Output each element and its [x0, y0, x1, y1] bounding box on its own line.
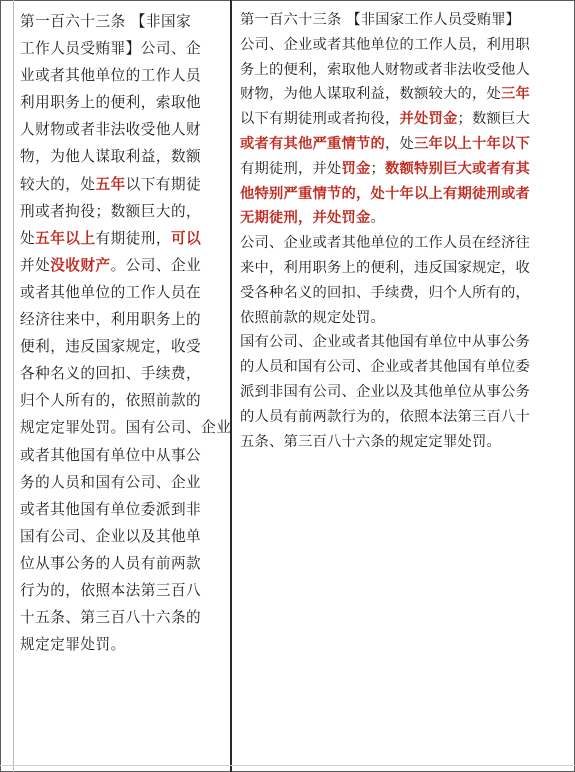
right-text-line [240, 231, 568, 256]
text-segment: 务上的便利，索取他人财物或者非法收受他人 [240, 61, 530, 78]
text-segment: 。公司、企业 [110, 256, 202, 274]
left-text-line [20, 198, 225, 225]
right-text-line [240, 107, 568, 132]
text-segment: 公司、企业或者其他单位的工作人员，利用职 [240, 36, 530, 53]
highlighted-text: 他特别严重情节的，处十年以上有期徒刑或者 [240, 185, 530, 202]
left-text-line [20, 89, 225, 116]
left-text-line [20, 8, 225, 35]
text-segment: 有期徒刑，并处 [240, 160, 342, 177]
highlighted-text: 可以 [170, 229, 202, 247]
right-text-line [240, 8, 568, 33]
text-segment: 有期徒刑， [95, 229, 171, 247]
right-text-line [240, 58, 568, 83]
highlighted-text: 或者有其他严重情节的 [240, 135, 385, 152]
right-text-line [240, 256, 568, 281]
left-text-line [20, 442, 225, 469]
text-segment: 来中，利用职务上的便利，违反国家规定，收 [240, 259, 530, 276]
text-segment: 的人员和国有公司、企业或者其他国有单位委 [240, 359, 530, 376]
highlighted-text: 没收财产 [50, 256, 111, 274]
right-text-line [240, 306, 568, 331]
left-margin-rule [13, 0, 14, 772]
text-segment: ；数额巨大 [457, 111, 530, 128]
right-paragraph [240, 330, 568, 454]
text-segment: 五条、第三百八十六条的规定定罪处罚。 [240, 433, 501, 450]
text-segment: 或者其他国有单位委派到非 [20, 500, 202, 518]
text-segment: 以下有期徒 [125, 175, 202, 193]
right-text-line [240, 281, 568, 306]
left-text-line [20, 360, 225, 387]
right-text-line [240, 82, 568, 107]
left-text-line [20, 523, 225, 550]
text-segment: 并处 [20, 256, 51, 274]
text-segment: 处 [20, 229, 36, 247]
text-segment: ； [370, 160, 385, 177]
highlighted-text: 三年 [500, 86, 530, 103]
bottom-rule [0, 765, 575, 766]
text-segment: 第一百六十三条 【非国家工作人员受贿罪】 [240, 12, 521, 28]
column-divider [230, 0, 232, 772]
highlighted-text: 五年以上 [35, 229, 96, 247]
text-segment: 第一百六十三条 【非国家 [20, 13, 192, 30]
highlighted-text: 并处罚金 [399, 111, 458, 128]
right-text-line [240, 157, 568, 182]
text-segment: 物，为他人谋取利益，数额 [20, 148, 202, 166]
right-column-cell [240, 0, 568, 454]
text-segment: 较大的，处 [20, 175, 96, 193]
text-segment: 便利，违反国家规定，收受 [20, 338, 202, 356]
right-text-line [240, 380, 568, 405]
text-segment: 财物，为他人谋取利益，数额较大的，处 [240, 86, 501, 103]
text-segment: 公司、企业或者其他单位的工作人员在经济往 [240, 235, 530, 252]
text-segment: 派到非国有公司、企业以及其他单位从事公务 [240, 383, 530, 400]
left-text-line [20, 414, 232, 441]
text-segment: 规定定罪处罚。国有公司、企业 [20, 419, 232, 437]
text-segment: 归个人所有的，依照前款的 [20, 392, 202, 410]
right-text-line [240, 355, 568, 380]
left-text-line [20, 604, 225, 631]
text-segment: ，处 [384, 135, 414, 152]
highlighted-text: 罚金 [341, 160, 371, 177]
right-text-line [240, 430, 568, 455]
left-text-line [20, 387, 225, 414]
left-text-line [20, 171, 225, 198]
text-segment: 或者其他单位的工作人员在 [20, 283, 202, 301]
left-text-line [20, 225, 225, 252]
text-segment: 行为的，依照本法第三百八 [20, 581, 202, 599]
right-text-line [240, 132, 568, 157]
left-text-line [20, 252, 225, 279]
text-segment: 依照前款的规定处罚。 [240, 309, 385, 326]
left-text-line [20, 35, 225, 62]
right-text-line [240, 405, 568, 430]
text-segment: 受各种名义的回扣、手续费，归个人所有的， [240, 284, 530, 301]
left-text-line [20, 306, 225, 333]
text-segment: 以下有期徒刑或者拘役， [240, 111, 400, 128]
text-segment: 刑或者拘役；数额巨大的， [20, 202, 202, 220]
left-column-cell [20, 0, 232, 658]
right-text-line [240, 330, 568, 355]
right-text-line [240, 206, 568, 231]
text-segment: 利用职务上的便利，索取他 [20, 94, 202, 112]
text-segment: 经济往来中，利用职务上的 [20, 311, 202, 329]
text-segment: 人财物或者非法收受他人财 [20, 121, 202, 139]
text-segment: 各种名义的回扣、手续费， [20, 365, 202, 383]
text-segment: 位从事公务的人员有前两款 [20, 554, 202, 572]
left-text-line [20, 333, 225, 360]
right-paragraph [240, 231, 568, 330]
left-text-line [20, 496, 225, 523]
left-text-line [20, 279, 225, 306]
left-text-line [20, 469, 225, 496]
text-segment: 国有公司、企业以及其他单 [20, 527, 202, 545]
text-segment: 的人员有前两款行为的，依照本法第三百八十 [240, 408, 530, 425]
text-segment: 或者其他国有单位中从事公 [20, 446, 202, 464]
highlighted-text: 三年以上十年以下 [413, 135, 530, 152]
left-text-line [20, 550, 225, 577]
text-segment: 十五条、第三百八十六条的 [20, 609, 202, 627]
text-segment: 。 [370, 210, 385, 227]
left-text-line [20, 631, 225, 658]
right-text-line [240, 33, 568, 58]
left-text-line [20, 577, 225, 604]
left-text-line [20, 116, 225, 143]
left-text-line [20, 62, 225, 89]
highlighted-text: 五年 [95, 175, 126, 193]
right-paragraph [240, 8, 568, 231]
right-text-line [240, 182, 568, 207]
highlighted-text: 无期徒刑，并处罚金 [240, 210, 371, 227]
text-segment: 业或者其他单位的工作人员 [20, 67, 202, 85]
text-segment: 工作人员受贿罪】公司、企 [20, 40, 202, 58]
left-text-line [20, 143, 225, 170]
text-segment: 国有公司、企业或者其他国有单位中从事公务 [240, 334, 530, 351]
text-segment: 务的人员和国有公司、企业 [20, 473, 202, 491]
highlighted-text: 数额特别巨大或者有其 [384, 160, 530, 177]
text-segment: 规定定罪处罚。 [20, 636, 126, 654]
